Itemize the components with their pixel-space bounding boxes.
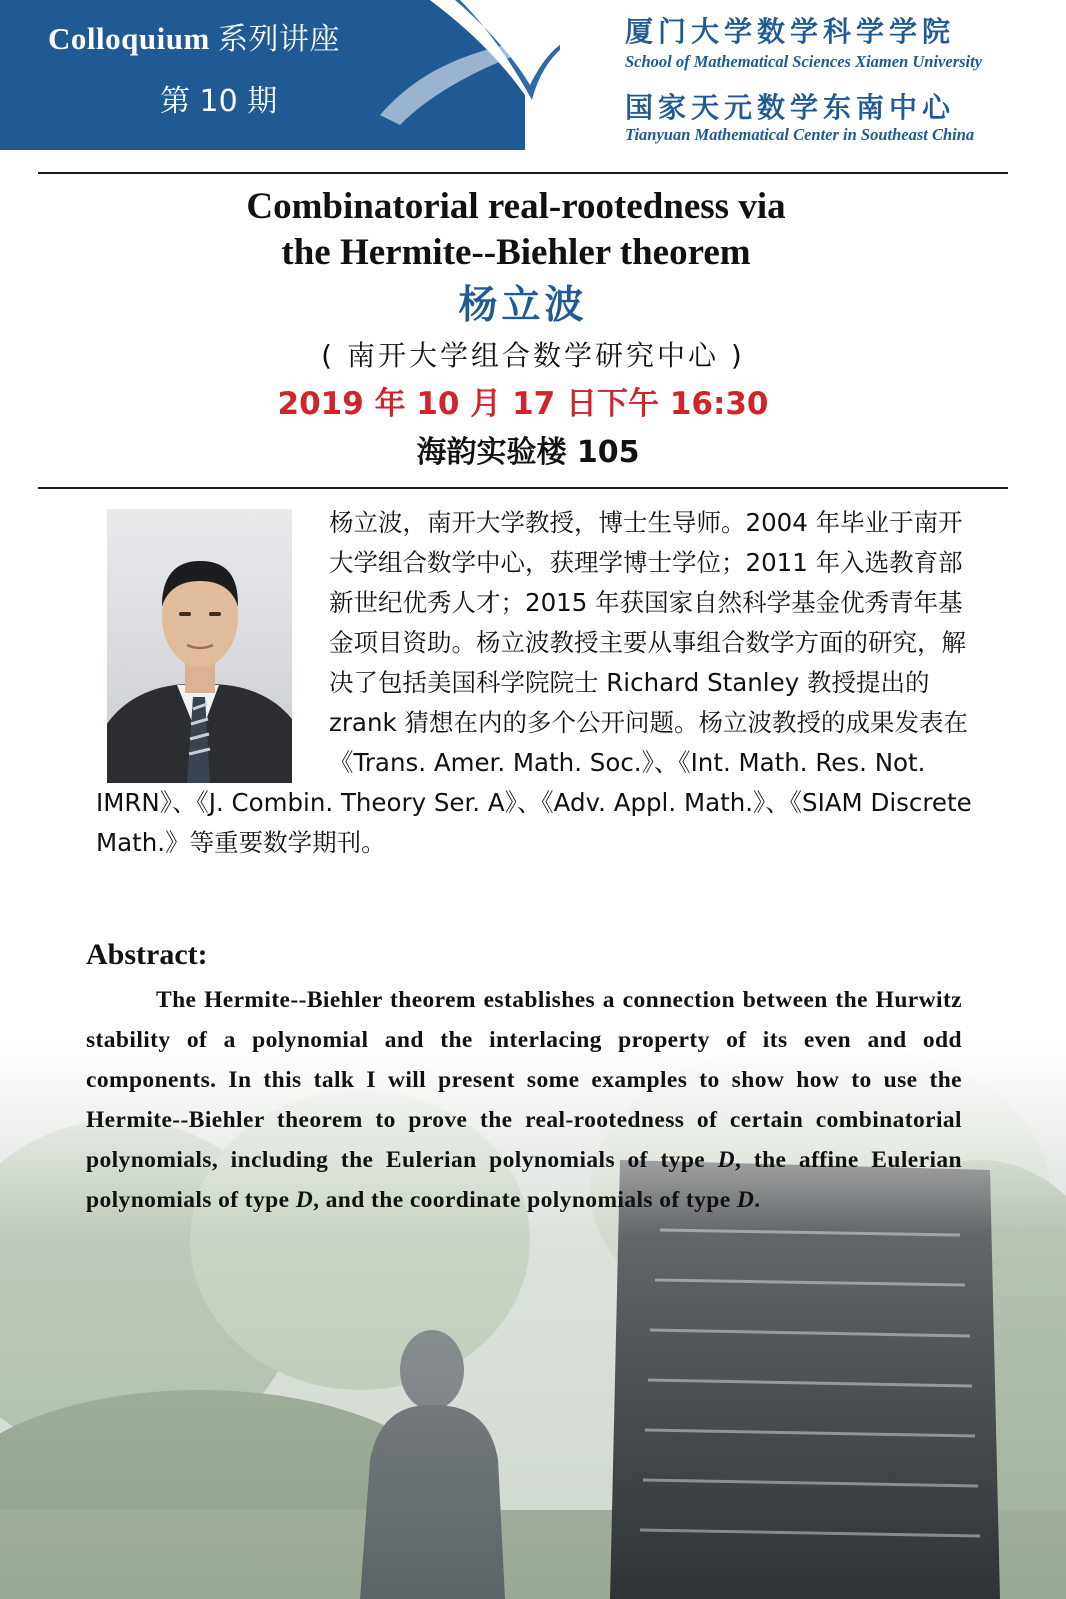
type-d-2: D: [295, 1187, 314, 1213]
speaker-name: 杨立波: [458, 282, 588, 328]
talk-datetime: 2019 年 10 月 17 日下午 16:30: [277, 386, 769, 422]
institution-2-en: Tianyuan Mathematical Center in Southeast China: [625, 125, 975, 144]
talk-title-line-2: the Hermite--Biehler theorem: [281, 232, 751, 273]
middle-divider: [38, 487, 1008, 489]
speaker-affiliation: ( 南开大学组合数学研究中心 ): [321, 339, 745, 372]
type-d-1: D: [717, 1147, 736, 1173]
talk-venue: 海韵实验楼 105: [416, 435, 640, 470]
type-d-3: D: [736, 1187, 755, 1213]
speaker-bio: [96, 503, 976, 863]
bio-text: 杨立波，南开大学教授，博士生导师。2004 年毕业于南开大学组合数学中心，获理学博士学位；2011 年入选教育部新世纪优秀人才；2015 年获国家自然科学基金优秀青年基金项目资助。杨立波教授主要从事组合数学方面的研究，解决了包括美国科学院院士 Richard Stanley 教授提出的 zrank 猜想在内的多个公开问题。杨立波教授的成果发表在《Trans. Amer. Math. Soc.》、《Int. Math. Res. Not. IMRN》、《J. Combin. Theory Ser. A》、《Adv. Appl. Math.》、《SIAM Discrete Math.》等重要数学期刊。: [96, 508, 972, 857]
series-title: Colloquium 系列讲座: [48, 21, 341, 57]
issue-number: 第 10 期: [160, 84, 278, 119]
talk-title-line-1: Combinatorial real-rootedness via: [246, 186, 786, 227]
abstract-heading: Abstract:: [86, 938, 208, 971]
abstract-text: The Hermite--Biehler theorem establishes a connection between the Hurwitz stability of a polynomial and the interlacing property of its even and odd components. In this talk I will present some examples to show how to use the Hermite--Biehler theorem to prove the real-rootedness of certain combinatorial polynomials, including the Eulerian polynomials of type D, the affine Eulerian polynomials of type D, and the coordinate polynomials of type D.: [86, 987, 962, 1213]
institution-1-cn: 厦门大学数学科学学院: [625, 15, 956, 48]
top-divider: [38, 172, 1008, 174]
institution-2-cn: 国家天元数学东南中心: [625, 91, 956, 124]
institution-1-en: School of Mathematical Sciences Xiamen University: [625, 52, 983, 71]
